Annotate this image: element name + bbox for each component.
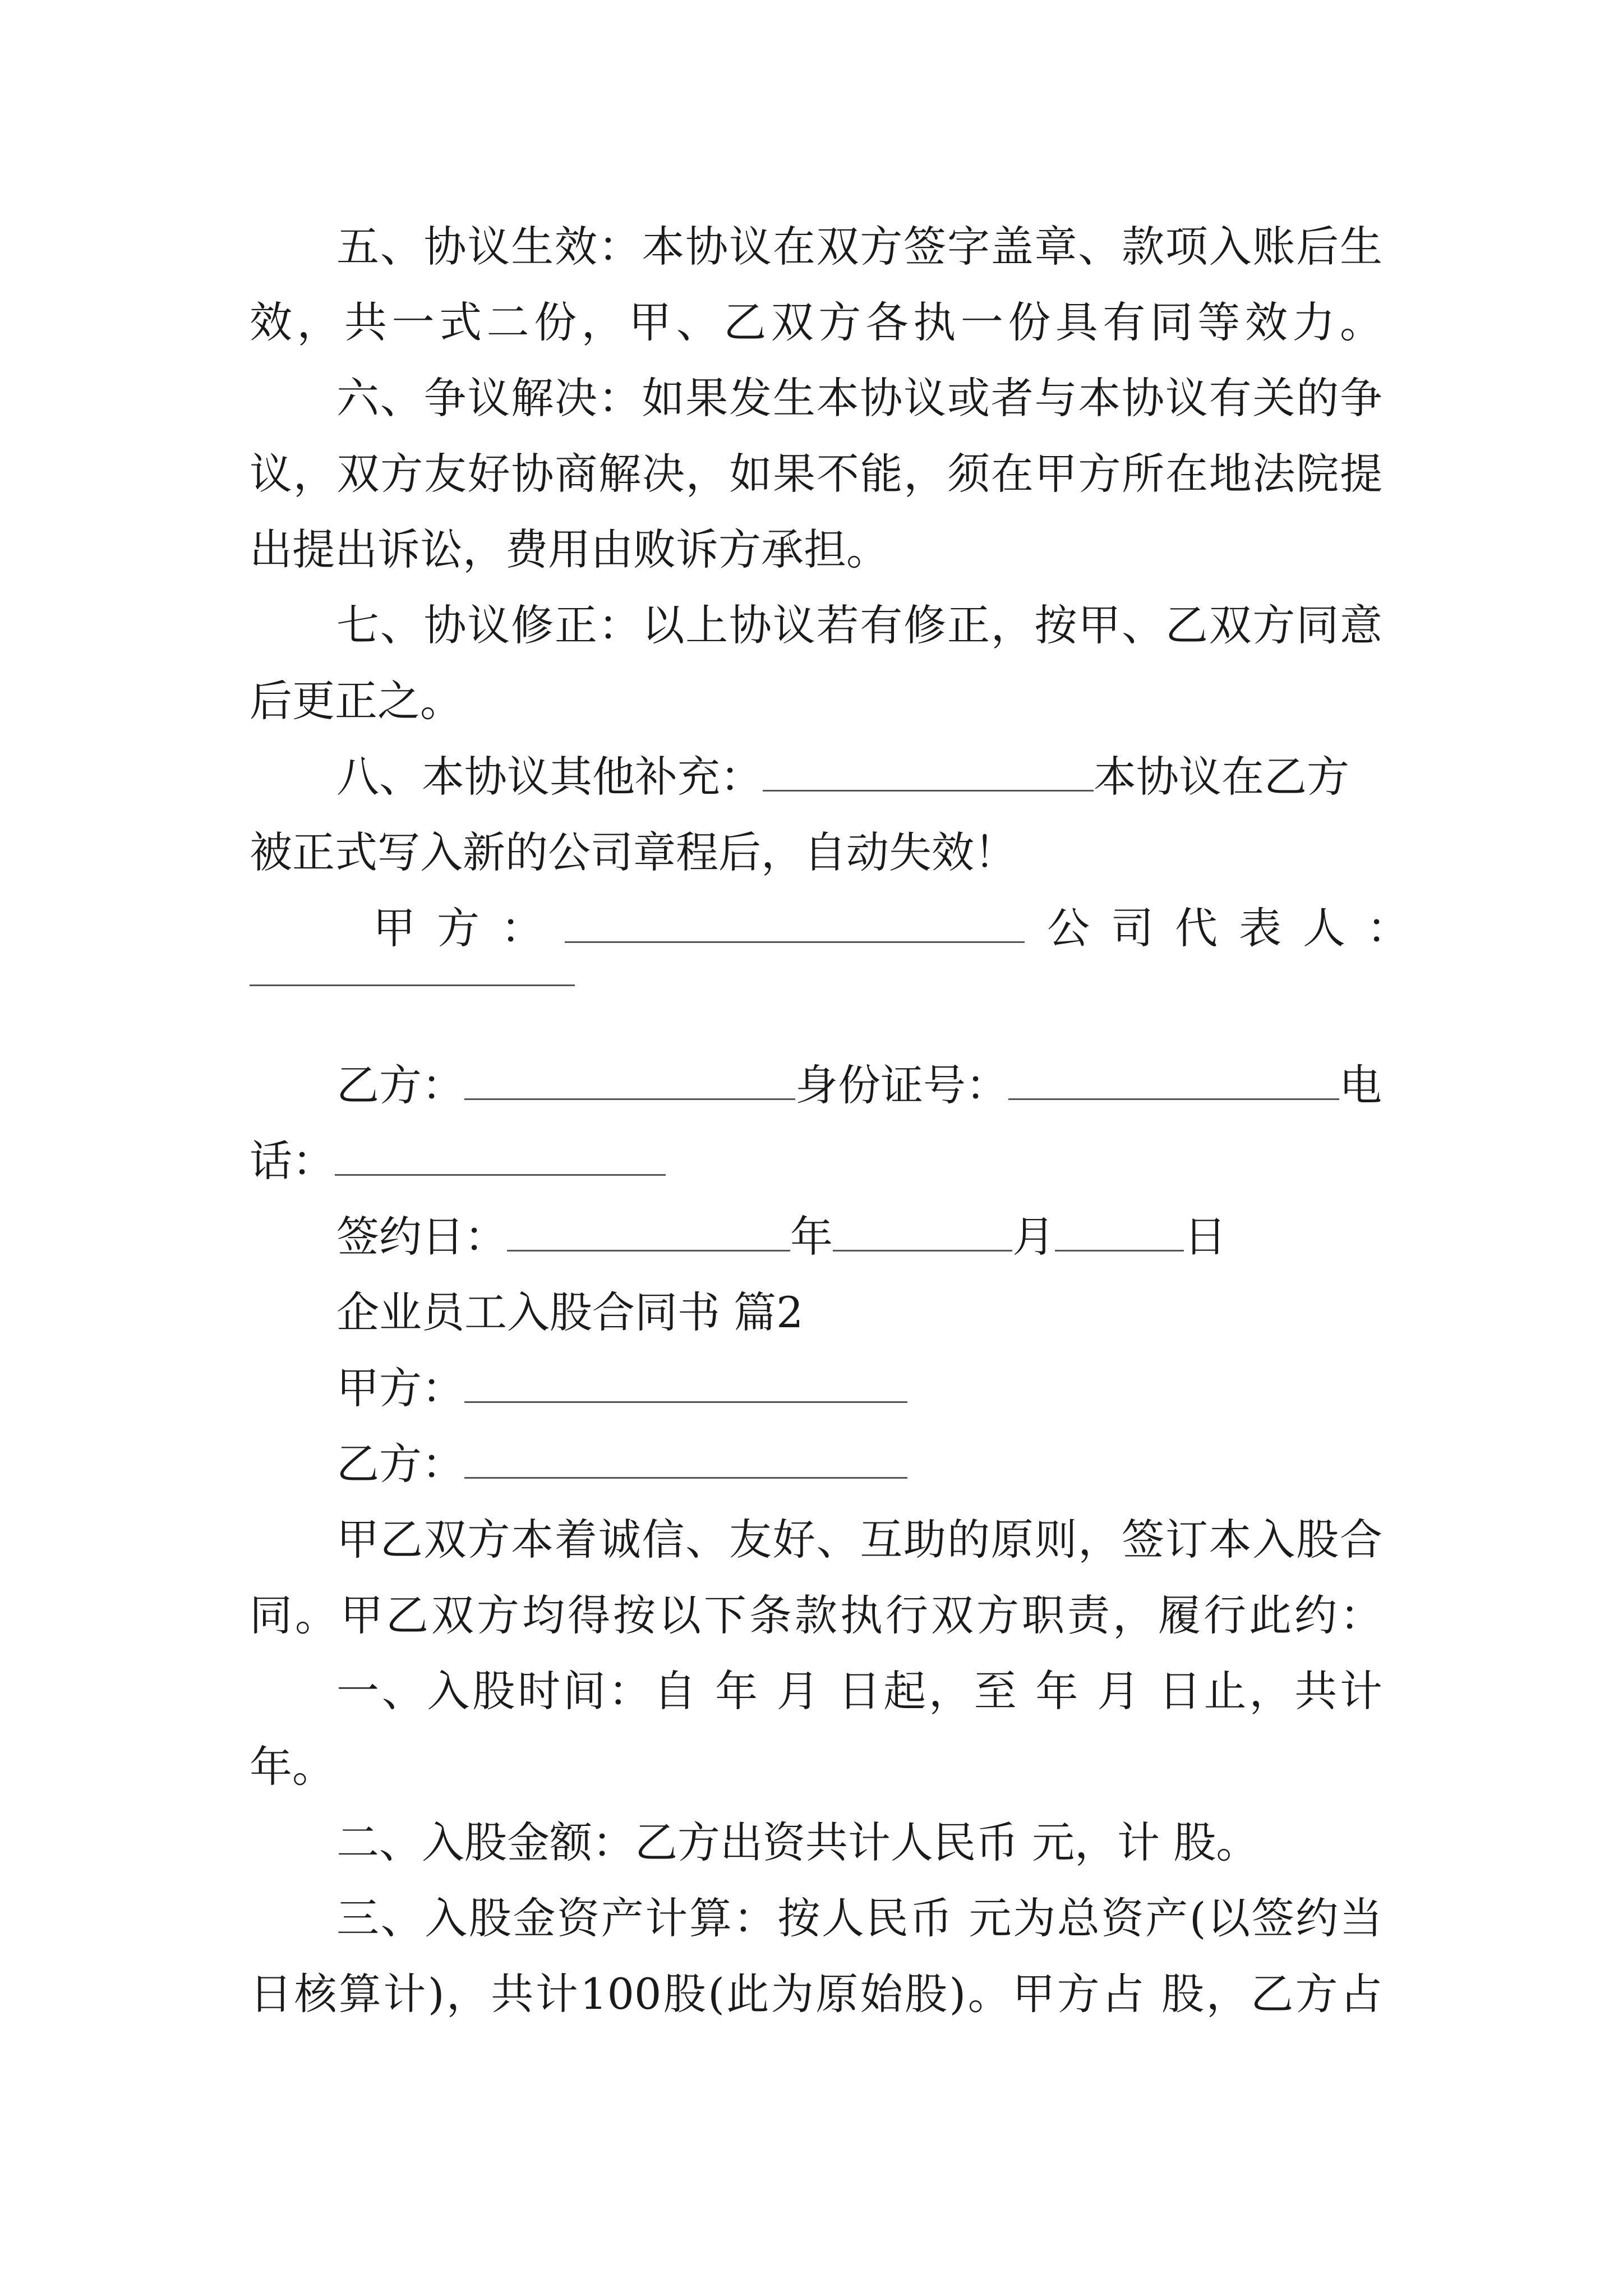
party-b-blank — [464, 1059, 795, 1100]
p2-party-b-blank — [464, 1438, 907, 1479]
p2-intro-line-1: 甲乙双方本着诚信、友好、互助的原则，签订本入股合 — [336, 1515, 1382, 1565]
clause-5-line-1: 五、协议生效：本协议在双方签字盖章、款项入账后生 — [336, 222, 1382, 272]
party-a-signature-line — [373, 898, 1431, 959]
year-blank — [507, 1211, 790, 1251]
p2-clause-1-line-1: 一、入股时间：自 年 月 日起，至 年 月 日止，共计 — [336, 1666, 1382, 1716]
party-b-label: 乙方： — [336, 1060, 464, 1110]
clause-6-line-2: 议，双方友好协商解决，如果不能，须在甲方所在地法院提 — [250, 449, 1382, 499]
supplement-blank — [763, 751, 1094, 792]
month-label: 月 — [1012, 1212, 1055, 1262]
day-blank — [1055, 1211, 1184, 1251]
p2-clause-2: 二、入股金额：乙方出资共计人民币 元，计 股。 — [336, 1818, 1259, 1867]
p2-intro-line-2: 同。甲乙双方均得按以下条款执行双方职责，履行此约： — [250, 1590, 1382, 1640]
clause-8-tail: 本协议在乙方 — [1094, 752, 1349, 802]
year-label: 年 — [790, 1212, 833, 1262]
p2-party-b-line — [336, 1433, 907, 1495]
sign-date-label: 签约日： — [336, 1212, 507, 1262]
company-rep-blank — [250, 984, 575, 986]
p2-clause-3-line-2: 日核算计)，共计100股(此为原始股)。甲方占 股，乙方占 — [250, 1969, 1382, 2019]
clause-6-line-3: 出提出诉讼，费用由败诉方承担。 — [250, 524, 889, 574]
p2-clause-1-line-2: 年。 — [250, 1742, 335, 1792]
clause-7-line-2: 后更正之。 — [250, 676, 463, 726]
party-a-label: 甲方： — [373, 903, 565, 953]
id-number-label: 身份证号： — [795, 1060, 1008, 1110]
phone-line — [250, 1130, 666, 1192]
p2-party-b-label: 乙方： — [336, 1439, 464, 1489]
clause-5-line-2: 效，共一式二份，甲、乙双方各执一份具有同等效力。 — [250, 297, 1382, 347]
p2-party-a-blank — [464, 1362, 907, 1403]
phone-blank — [335, 1135, 666, 1176]
section-title: 企业员工入股合同书 篇2 — [336, 1287, 804, 1337]
phone-label-end: 话： — [250, 1136, 335, 1186]
clause-7-line-1: 七、协议修正：以上协议若有修正，按甲、乙双方同意 — [336, 600, 1382, 650]
clause-6-line-1: 六、争议解决：如果发生本协议或者与本协议有关的争 — [336, 373, 1382, 423]
p2-party-a-line — [336, 1358, 907, 1419]
day-label: 日 — [1184, 1212, 1227, 1262]
id-number-blank — [1008, 1059, 1339, 1100]
clause-8-line-1 — [336, 746, 1349, 808]
party-b-line — [336, 1055, 1382, 1116]
phone-label-start: 电 — [1339, 1060, 1382, 1110]
company-rep-label: 公司代表人： — [1047, 903, 1431, 953]
party-a-blank — [565, 902, 1025, 943]
month-blank — [833, 1211, 1012, 1251]
sign-date-line — [336, 1206, 1227, 1268]
p2-clause-3-line-1: 三、入股金资产计算：按人民币 元为总资产(以签约当 — [336, 1893, 1382, 1943]
clause-8-line-2: 被正式写入新的公司章程后，自动失效！ — [250, 827, 1017, 877]
p2-party-a-label: 甲方： — [336, 1363, 464, 1413]
clause-8-label: 八、本协议其他补充： — [336, 752, 763, 802]
